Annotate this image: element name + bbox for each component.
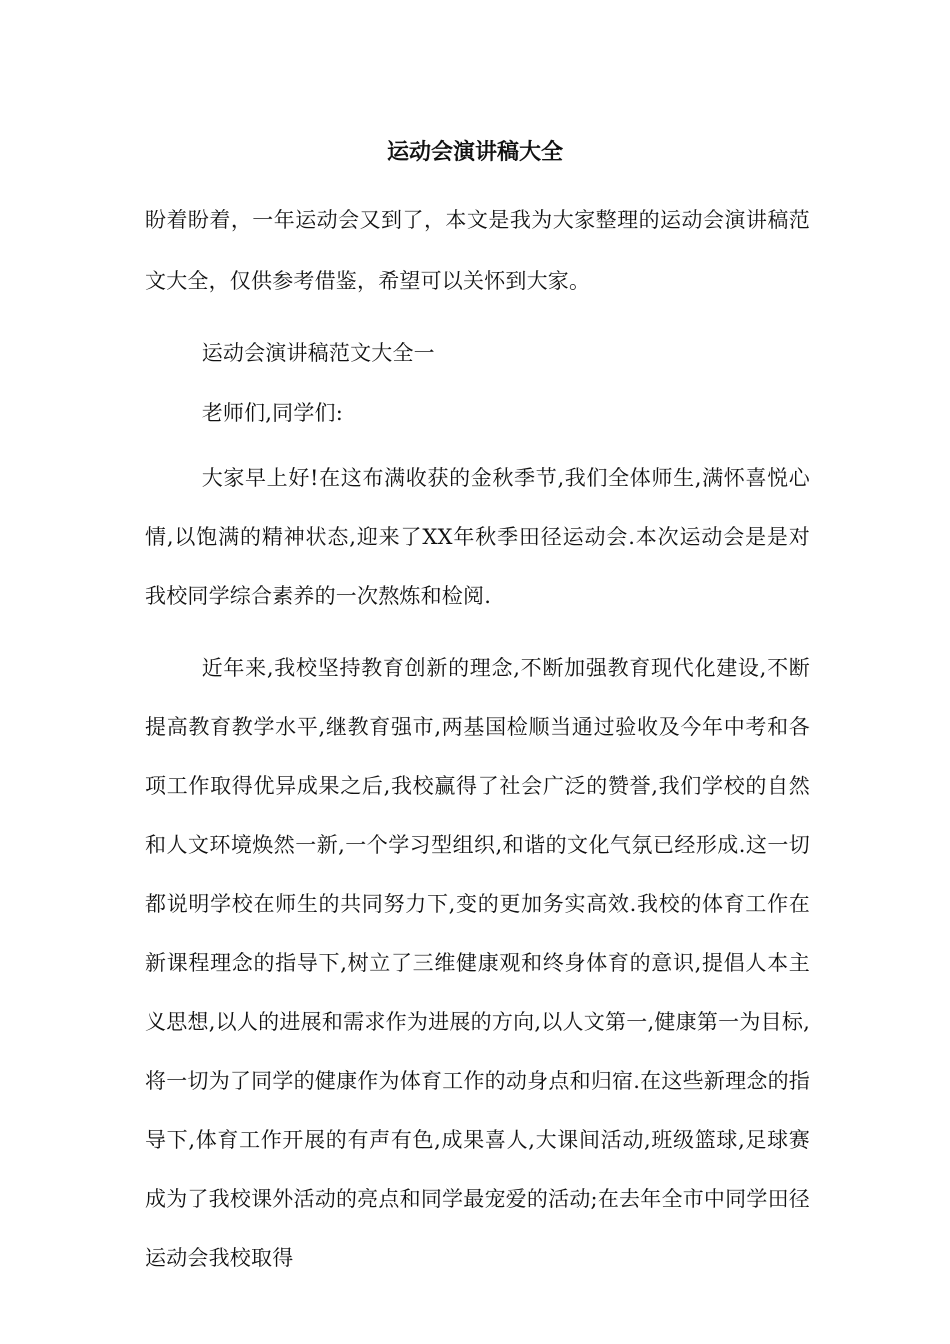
- intro-paragraph: 盼着盼着，一年运动会又到了，本文是我为大家整理的运动会演讲稿范文大全，仅供参考借鉴，希望可以关怀到大家。: [145, 208, 810, 293]
- section-heading: 运动会演讲稿范文大全一: [201, 341, 435, 365]
- document-title: 运动会演讲稿大全: [386, 140, 563, 165]
- salutation: 老师们,同学们:: [201, 401, 344, 425]
- document-body: [145, 198, 810, 1301]
- body-paragraph-1: 大家早上好!在这布满收获的金秋季节,我们全体师生,满怀喜悦心情,以饱满的精神状态,迎来了XX年秋季田径运动会.本次运动会是是对我校同学综合素养的一次熬炼和检阅.: [145, 466, 810, 608]
- body-paragraph-2: 近年来,我校坚持教育创新的理念,不断加强教育现代化建设,不断提高教育教学水平,继教育强市,两基国检顺当通过验收及今年中考和各项工作取得优异成果之后,我校赢得了社会广泛的赞誉,我们学校的自然和人文环境焕然一新,一个学习型组织,和谐的文化气氛已经形成.这一切都说明学校在师生的共同努力下,变的更加务实高效.我校的体育工作在新课程理念的指导下,树立了三维健康观和终身体育的意识,提倡人本主义思想,以人的进展和需求作为进展的方向,以人文第一,健康第一为目标,将一切为了同学的健康作为体育工作的动身点和归宿.在这些新理念的指导下,体育工作开展的有声有色,成果喜人,大课间活动,班级篮球,足球赛成为了我校课外活动的亮点和同学最宠爱的活动;在去年全市中同学田径运动会我校取得: [145, 656, 810, 1270]
